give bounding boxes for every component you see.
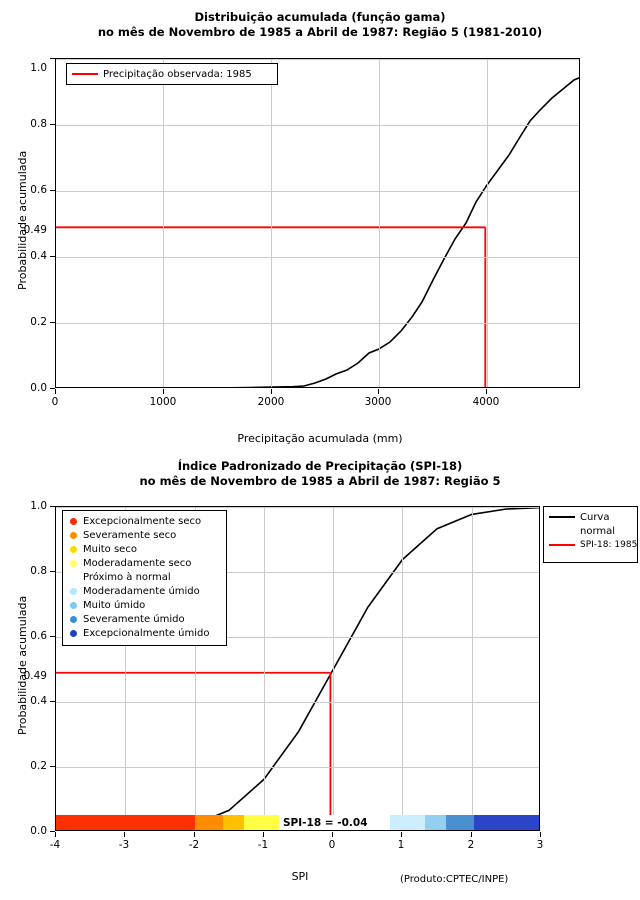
top-curve-svg [56,59,580,388]
bottom-chart-title-line2: no mês de Novembro de 1985 a Abril de 1987: Região 5 [139,474,501,488]
bottom-gridline-v-0 [333,507,334,830]
curve-legend [543,506,638,563]
top-x-tick-4: 4000 [472,396,500,408]
top-gridline-h-0.4 [56,257,579,258]
top-legend-line-icon [72,73,98,75]
top-chart-title-line2: no mês de Novembro de 1985 a Abril de 1987: Região 5 (1981-2010) [97,25,543,39]
bottom-y-tick-4: 0.8 [30,565,47,577]
spi-class-legend-item-7 [68,612,221,626]
bottom-x-tick-0: -4 [49,839,61,851]
top-x-tickmark-0 [55,389,56,394]
spi-band-excepcionalmente-umido [474,815,540,830]
top-y-tick-0: 0.0 [30,382,47,394]
top-y-tick-5: 1.0 [30,62,47,74]
top-gridline-v-1000 [163,59,164,387]
bottom-gridline-v-neg1 [264,507,265,830]
spi-class-label-0: Excepcionalmente seco [83,515,202,527]
bottom-x-tick-5: 1 [397,839,405,851]
spi-class-label-3: Moderadamente seco [83,557,192,569]
spi-band-severamente-seco [195,815,223,830]
bottom-y-tick-5: 1.0 [30,500,47,512]
spi-class-dot-icon-8 [70,630,77,637]
spi-class-legend-item-6 [68,598,221,612]
top-chart-title-line1: Distribuição acumulada (função gama) [194,10,446,24]
spi-class-legend [62,510,227,646]
bottom-x-tick-7: 3 [536,839,544,851]
bottom-x-tickmark-7 [540,832,541,837]
bottom-gridline-h-0.2 [56,767,539,768]
spi-class-dot-icon-3 [70,560,77,567]
top-x-tick-2: 2000 [257,396,285,408]
top-gridline-h-1.0 [56,59,579,60]
top-x-tick-0: 0 [51,396,59,408]
bottom-x-tick-3: -1 [257,839,269,851]
bottom-gridline-v-1 [402,507,403,830]
spi-band-muito-seco [223,815,244,830]
bottom-x-tick-6: 2 [467,839,475,851]
bottom-x-tickmark-1 [124,832,125,837]
top-legend-item-0 [72,67,272,81]
top-x-tick-1: 1000 [149,396,177,408]
bottom-x-tickmark-5 [401,832,402,837]
top-gridline-v-4000 [487,59,488,387]
top-plot-area [55,58,580,388]
curve-legend-label-0b: normal [580,525,616,537]
curve-legend-line-icon-0 [549,516,575,518]
top-gridline-v-2000 [271,59,272,387]
top-gridline-v-3000 [379,59,380,387]
bottom-chart-title [0,459,640,489]
bottom-x-tick-1: -3 [118,839,130,851]
bottom-gridline-h-0.4 [56,702,539,703]
bottom-x-tickmark-2 [194,832,195,837]
curve-legend-item-0 [549,510,632,524]
gamma-cdf-curve [56,77,580,388]
spi-class-legend-item-2 [68,542,221,556]
spi-band-severamente-umido [446,815,474,830]
top-x-tickmark-1 [163,389,164,394]
bottom-x-tickmark-0 [55,832,56,837]
curve-legend-label-0a: Curva [580,511,610,523]
spi-class-label-4: Próximo à normal [83,571,171,583]
spi-class-dot-icon-1 [70,532,77,539]
top-gridline-h-0.6 [56,191,579,192]
spi-class-legend-item-5 [68,584,221,598]
spi-class-legend-item-1 [68,528,221,542]
curve-legend-item-1 [549,538,638,552]
bottom-x-axis-label: SPI [291,870,309,883]
spi-class-dot-icon-2 [70,546,77,553]
spi-class-legend-item-8 [68,626,221,640]
spi-class-dot-icon-4 [70,574,77,581]
top-chart-title [0,10,640,40]
spi-class-legend-item-0 [68,514,221,528]
bottom-y-tick-1: 0.2 [30,760,47,772]
spi-class-label-7: Severamente úmido [83,613,185,625]
curve-legend-line-icon-1 [549,544,575,546]
spi-band-muito-umido [425,815,446,830]
bottom-x-tick-4: 0 [328,839,336,851]
spi-band-moderadamente-seco [244,815,279,830]
top-y-axis-label: Probabilidade acumulada [16,150,29,290]
spi-class-label-2: Muito seco [83,543,137,555]
spi-class-dot-icon-5 [70,588,77,595]
top-y-tick-4: 0.8 [30,118,47,130]
top-y-tick-3: 0.6 [30,184,47,196]
spi-class-label-5: Moderadamente úmido [83,585,200,597]
top-legend-label-0: Precipitação observada: 1985 [103,68,252,80]
bottom-y-tick-0: 0.0 [30,825,47,837]
top-gridline-h-0.8 [56,125,579,126]
spi-class-legend-item-4 [68,570,221,584]
bottom-x-tick-2: -2 [188,839,200,851]
product-credit: (Produto:CPTEC/INPE) [400,874,509,885]
curve-legend-item-0-cont [549,524,632,538]
bottom-x-tickmark-6 [471,832,472,837]
bottom-x-tickmark-4 [332,832,333,837]
top-x-tickmark-3 [378,389,379,394]
bottom-gridline-h-1.0 [56,507,539,508]
bottom-gridline-v-2 [472,507,473,830]
bottom-chart-title-line1: Índice Padronizado de Precipitação (SPI-18) [177,459,463,473]
top-y-tick-1: 0.2 [30,316,47,328]
curve-legend-label-1: SPI-18: 1985 [580,540,638,550]
top-legend [66,63,278,85]
top-x-axis-label: Precipitação acumulada (mm) [237,432,403,445]
spi-class-label-8: Excepcionalmente úmido [83,627,210,639]
top-gridline-h-0.2 [56,323,579,324]
bottom-y-axis-label: Probabilidade acumulada [16,595,29,735]
top-x-tick-3: 3000 [364,396,392,408]
bottom-y-tick-highlight: 0.49 [23,670,47,682]
spi-class-legend-item-3 [68,556,221,570]
spi-class-label-6: Muito úmido [83,599,146,611]
top-x-tickmark-4 [486,389,487,394]
spi-class-dot-icon-6 [70,602,77,609]
bottom-x-tickmark-3 [263,832,264,837]
bottom-y-tick-3: 0.6 [30,630,47,642]
spi-band-moderadamente-umido [390,815,425,830]
top-y-tick-2: 0.4 [30,250,47,262]
spi-value-label: SPI-18 = -0.04 [283,817,368,829]
top-x-tickmark-2 [271,389,272,394]
spi-class-dot-icon-7 [70,616,77,623]
bottom-y-tick-2: 0.4 [30,695,47,707]
spi-panel [0,450,640,900]
spi-class-label-1: Severamente seco [83,529,177,541]
top-y-tick-highlight: 0.49 [23,224,47,236]
spi-band-excepcionalmente-seco [56,815,195,830]
spi-class-dot-icon-0 [70,518,77,525]
